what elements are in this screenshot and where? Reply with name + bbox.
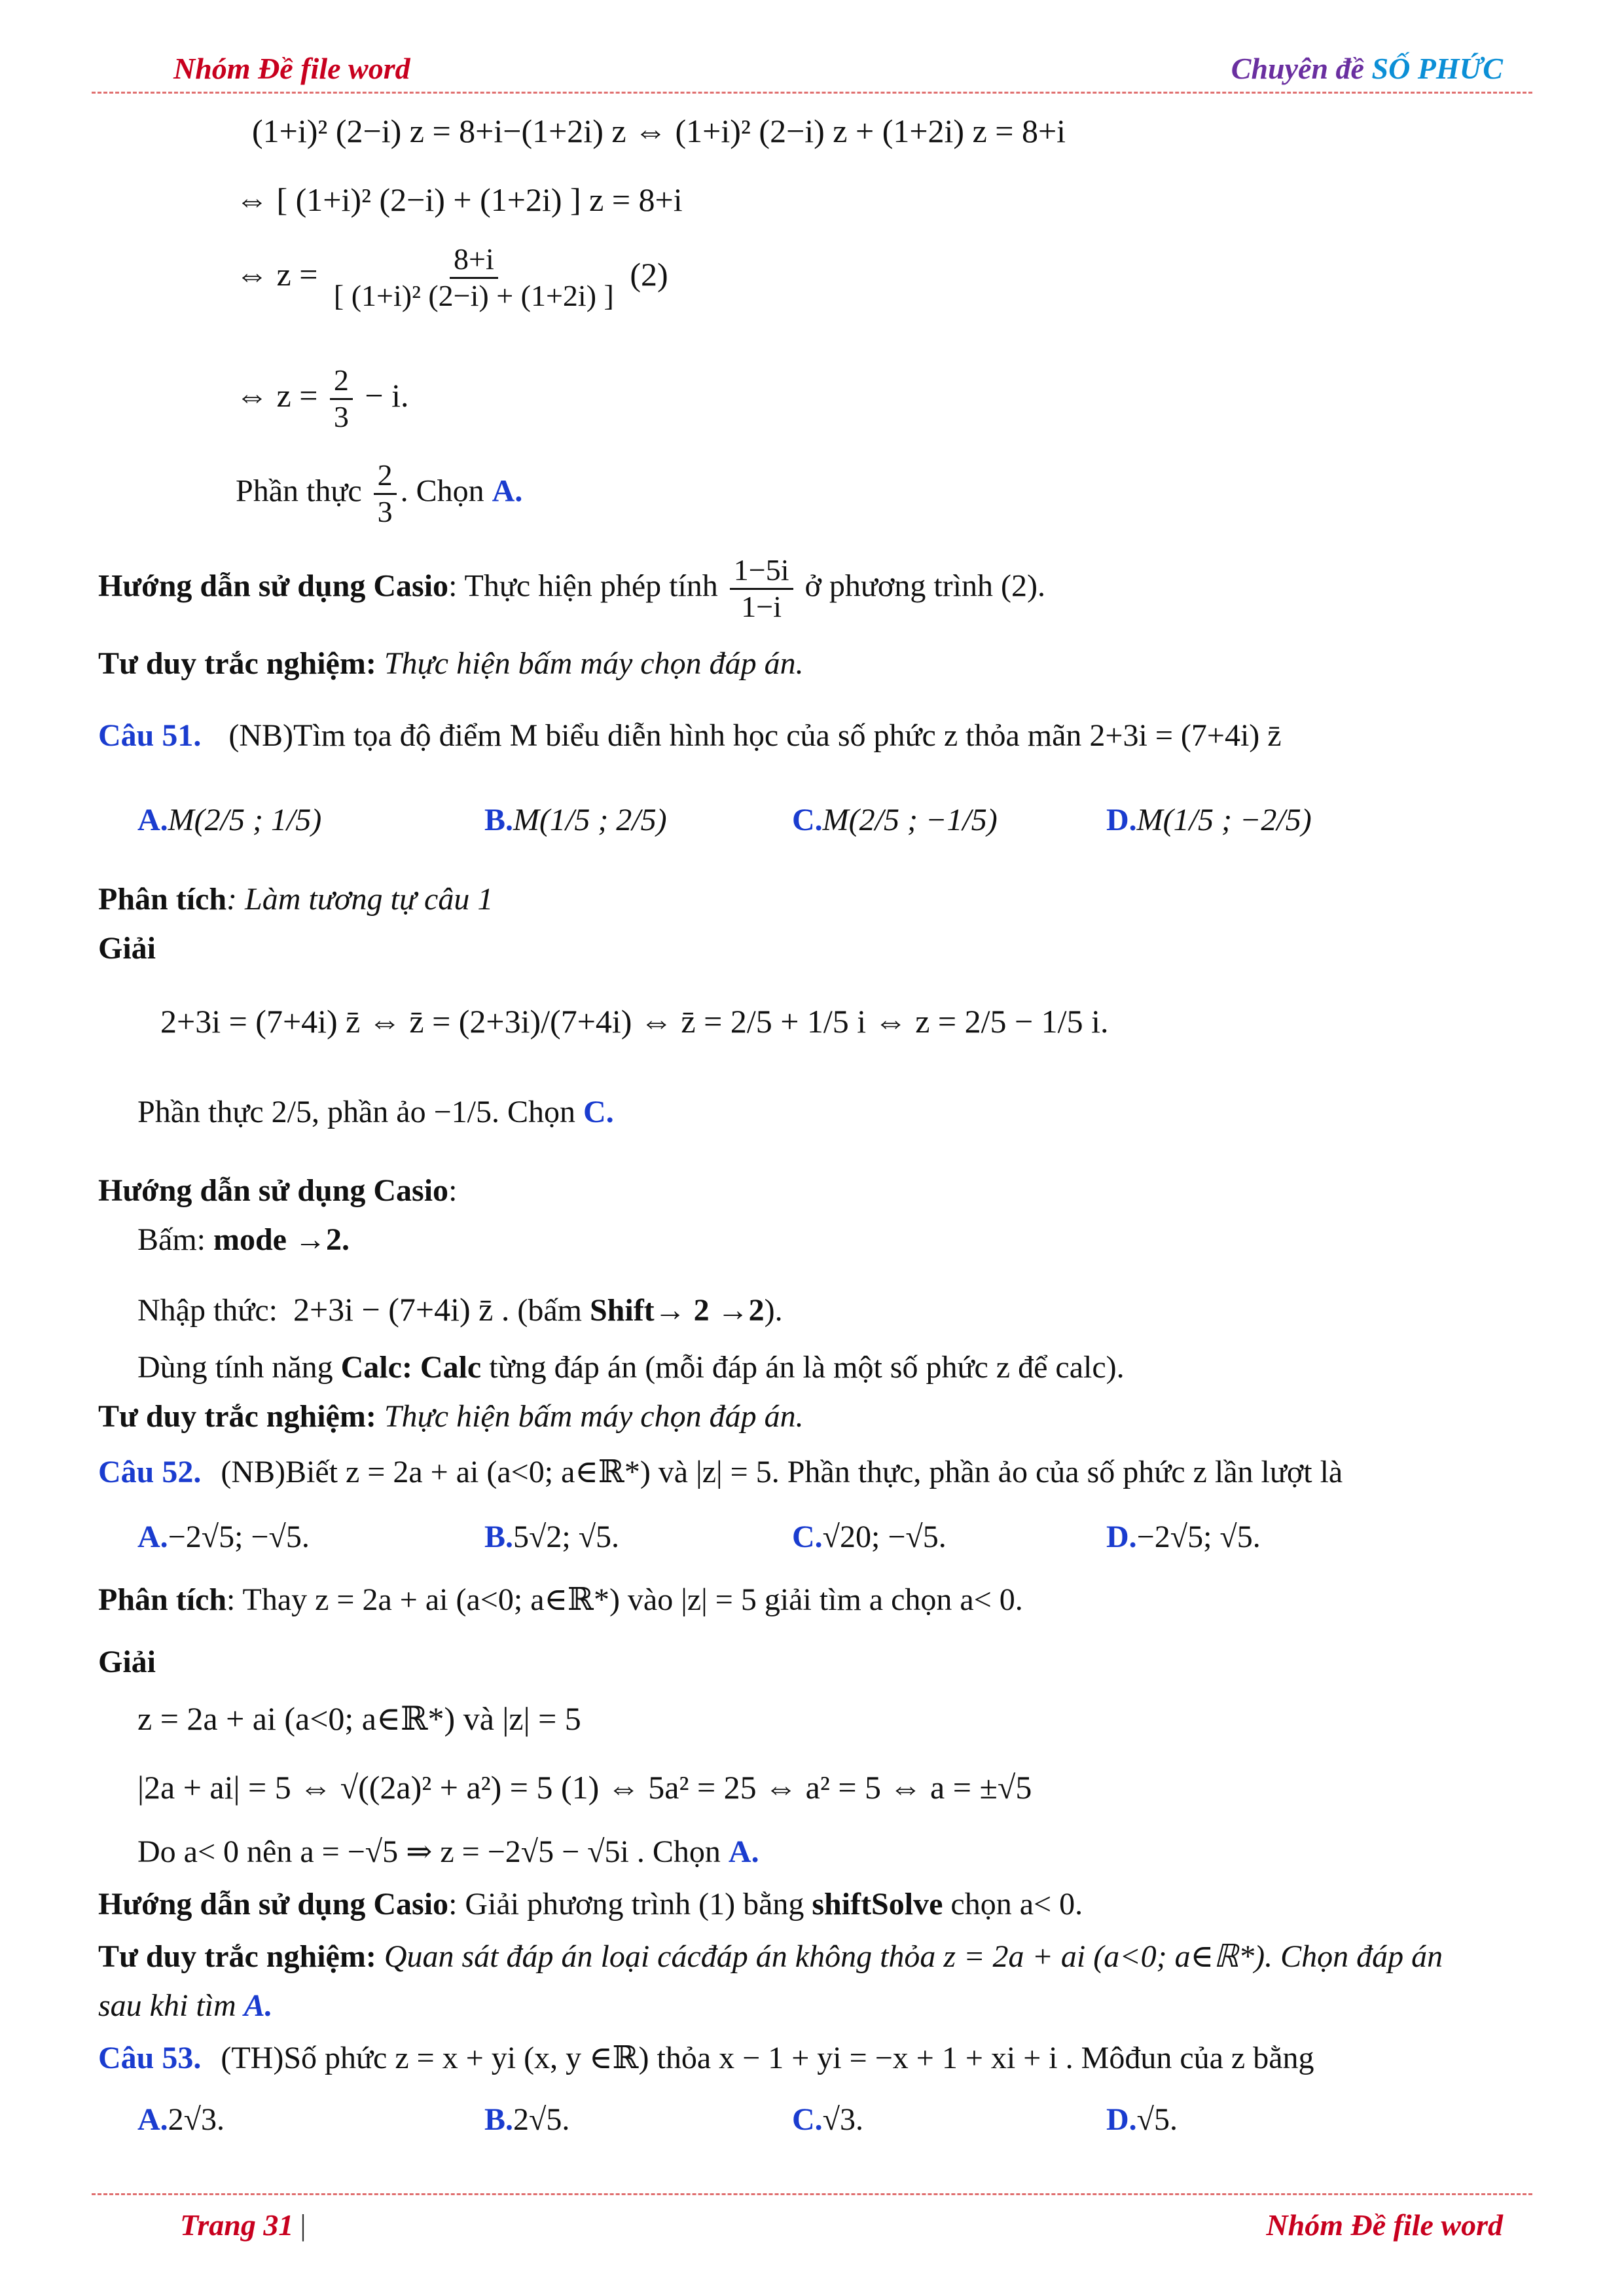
q53-option-a-value: 2√3. (168, 2102, 225, 2137)
q51-real-part (137, 1093, 614, 1131)
q51-solve-eq: 2+3i = (7+4i) z̄ ⇔ z̄ = (2+3i)/(7+4i) ⇔ z̄ = 2/5 + 1/5 i ⇔ z = 2/5 − 1/5 i. (160, 1003, 1109, 1040)
prev-eq3-den: [ (1+i)² (2−i) + (1+2i) ] (333, 278, 614, 312)
header-rule (92, 92, 1532, 94)
prev-eq4-den: 3 (333, 399, 349, 433)
q52-think-text: Quan sát đáp án loại cácđáp án không thỏa z = 2a + ai (a<0; a∈ℝ*). Chọn đáp án (376, 1939, 1443, 1974)
q51-press-text: mode →2. (213, 1222, 350, 1257)
q51-option-d-value: M(1/5 ; −2/5) (1136, 803, 1312, 837)
q52-casio-b: shiftSolve (812, 1887, 943, 1922)
q51-answer: C. (583, 1095, 614, 1129)
q51-analysis (98, 881, 493, 919)
q51-casio: Hướng dẫn sử dụng Casio: (98, 1173, 458, 1208)
q51-option-b-value: M(1/5 ; 2/5) (513, 803, 667, 837)
q52-solve-label: Giải (98, 1645, 156, 1679)
prev-real-part (236, 458, 522, 530)
prev-eq4-num: 2 (330, 363, 353, 400)
q51-option-b[interactable] (484, 802, 667, 838)
q53-option-b[interactable] (484, 2102, 569, 2138)
q52-analysis-label: Phân tích (98, 1582, 227, 1617)
prev-casio-label: Hướng dẫn sử dụng Casio (98, 568, 449, 604)
q53-option-a-key: A. (137, 2102, 168, 2137)
q51-option-b-key: B. (484, 803, 514, 837)
prev-real-den: 3 (377, 494, 393, 528)
q52-think (98, 1938, 1443, 1976)
q51-stem (98, 717, 1282, 755)
prev-casio-num: 1−5i (730, 553, 793, 590)
q52-s2: |2a + ai| = 5 ⇔ √((2a)² + a²) = 5 (1) ⇔ 5a² = 25 ⇔ a² = 5 ⇔ a = ±√5 (137, 1769, 1032, 1806)
footer-page-number: 31 (263, 2208, 294, 2242)
q52-answer: A. (728, 1834, 759, 1869)
q52-option-b[interactable] (484, 1519, 619, 1555)
q52-casio (98, 1886, 1083, 1923)
q53-stem (98, 2039, 1314, 2077)
header-right (1231, 51, 1503, 86)
q52-casio-pre: : Giải phương trình (1) bằng (448, 1887, 812, 1922)
prev-eq2: ⇔ [ (1+i)² (2−i) + (1+2i) ] z = 8+i (236, 181, 683, 218)
q52-option-b-value: 5√2; √5. (513, 1520, 620, 1554)
q53-option-c-key: C. (792, 2102, 823, 2137)
q51-analysis-text: : Làm tương tự câu 1 (226, 882, 494, 917)
q51-option-a-value: M(2/5 ; 1/5) (168, 803, 322, 837)
footer-page-label: Trang (180, 2208, 264, 2242)
q51-input-label: Nhập thức: (137, 1293, 278, 1328)
prev-eq3-num: 8+i (450, 242, 498, 279)
q52-analysis-text: : Thay z = 2a + ai (a<0; a∈ℝ*) vào |z| = 5 giải tìm a chọn a< 0. (226, 1582, 1023, 1617)
q52-s1: z = 2a + ai (a<0; a∈ℝ*) và |z| = 5 (137, 1700, 581, 1737)
header-left: Nhóm Đề file word (173, 52, 410, 85)
q52-label: Câu 52. (98, 1455, 202, 1489)
q52-option-b-key: B. (484, 1520, 514, 1554)
footer-separator: | (300, 2208, 306, 2242)
q53-option-b-key: B. (484, 2102, 514, 2137)
q51-option-c[interactable] (792, 802, 998, 838)
q52-option-a-key: A. (137, 1520, 168, 1554)
prev-eq4-fraction (330, 363, 353, 435)
q51-input-note-post: ). (764, 1293, 783, 1328)
q51-casio-label: Hướng dẫn sử dụng Casio (98, 1173, 449, 1208)
q52-think-text2: sau khi tìm (98, 1988, 236, 2023)
q53-option-c-value: √3. (822, 2102, 864, 2137)
q53-label: Câu 53. (98, 2041, 202, 2075)
q51-real-text: Phần thực 2/5, phần ảo −1/5. Chọn (137, 1095, 576, 1129)
q52-option-c-value: √20; −√5. (822, 1520, 947, 1554)
q51-option-d-key: D. (1106, 803, 1137, 837)
q52-option-a[interactable] (137, 1519, 310, 1555)
q51-think-text: Thực hiện bấm máy chọn đáp án. (384, 1399, 804, 1434)
prev-eq1: (1+i)² (2−i) z = 8+i−(1+2i) z ⇔ (1+i)² (2−i) z + (1+2i) z = 8+i (252, 113, 1066, 149)
q53-option-a[interactable] (137, 2102, 225, 2138)
q51-calc-pre: Dùng tính năng (137, 1350, 333, 1385)
prev-eq3-prefix: ⇔ z = (236, 255, 318, 293)
prev-think (98, 645, 804, 683)
q52-s3-text: Do a< 0 nên a = −√5 ⇒ z = −2√5 − √5i . Chọn (137, 1834, 721, 1869)
q51-text: (NB)Tìm tọa độ điểm M biểu diễn hình học của số phức z thỏa mãn 2+3i = (7+4i) z̄ (228, 718, 1282, 753)
q52-stem (98, 1453, 1343, 1491)
q51-input-expr: 2+3i − (7+4i) z̄ . (293, 1291, 510, 1328)
q51-option-a[interactable] (137, 802, 321, 838)
q51-solve-label: Giải (98, 931, 156, 966)
q51-calc-b: Calc: Calc (340, 1350, 482, 1385)
q52-option-c-key: C. (792, 1520, 823, 1554)
prev-think-text: Thực hiện bấm máy chọn đáp án. (384, 646, 804, 681)
q52-option-d-value: −2√5; √5. (1136, 1520, 1261, 1554)
q53-option-b-value: 2√5. (513, 2102, 570, 2137)
prev-casio (98, 553, 1045, 625)
prev-answer: A. (492, 473, 523, 509)
prev-casio-suffix: ở phương trình (2). (804, 568, 1045, 604)
q53-text: (TH)Số phức z = x + yi (x, y ∈ℝ) thỏa x − 1 + yi = −x + 1 + xi + i . Môđun của z bằng (221, 2041, 1314, 2075)
prev-eq4 (236, 363, 408, 435)
q52-option-d[interactable] (1106, 1519, 1261, 1555)
prev-eq3-tag: (2) (630, 255, 668, 293)
q52-think-answer: A. (244, 1988, 273, 2023)
q51-press-label: Bấm: (137, 1222, 206, 1257)
footer-page (180, 2208, 306, 2242)
prev-casio-fraction (730, 553, 793, 625)
prev-casio-den: 1−i (741, 589, 782, 623)
q53-option-d-key: D. (1106, 2102, 1137, 2137)
q51-think-label: Tư duy trắc nghiệm: (98, 1399, 376, 1434)
prev-real-fraction (374, 458, 397, 530)
q52-option-c[interactable] (792, 1519, 947, 1555)
q52-analysis (98, 1581, 1023, 1619)
header-right-prefix: Chuyên đề (1231, 52, 1372, 85)
q53-option-c[interactable] (792, 2102, 863, 2138)
q52-option-a-value: −2√5; −√5. (168, 1520, 310, 1554)
prev-eq4-suffix: − i. (365, 376, 409, 414)
q52-think-label: Tư duy trắc nghiệm: (98, 1939, 376, 1974)
prev-eq4-prefix: ⇔ z = (236, 376, 318, 414)
q51-think (98, 1398, 804, 1436)
q53-option-d-value: √5. (1136, 2102, 1178, 2137)
q51-calc (137, 1349, 1125, 1387)
q51-option-a-key: A. (137, 803, 168, 837)
prev-real-label: Phần thực (236, 473, 362, 509)
q53-option-d[interactable] (1106, 2102, 1178, 2138)
q51-input-note-pre: (bấm (517, 1293, 582, 1328)
q51-press (137, 1221, 350, 1259)
q52-option-d-key: D. (1106, 1520, 1137, 1554)
prev-eq3 (236, 242, 668, 314)
q51-option-c-key: C. (792, 803, 823, 837)
q51-analysis-label: Phân tích (98, 882, 227, 917)
prev-casio-text: : Thực hiện phép tính (448, 568, 718, 604)
q52-casio-post: chọn a< 0. (943, 1887, 1083, 1922)
q51-option-c-value: M(2/5 ; −1/5) (822, 803, 998, 837)
q51-input-note-keys: Shift→ 2 →2 (589, 1293, 765, 1328)
footer-rule (92, 2193, 1532, 2195)
header-right-accent: SỐ PHỨC (1371, 52, 1503, 85)
q52-s3 (137, 1833, 759, 1871)
prev-choose: . Chọn (400, 473, 484, 509)
prev-think-label: Tư duy trắc nghiệm: (98, 646, 376, 681)
q51-option-d[interactable] (1106, 802, 1312, 838)
q51-label: Câu 51. (98, 718, 202, 753)
prev-real-num: 2 (374, 458, 397, 495)
prev-eq3-fraction (330, 242, 618, 314)
q52-text: (NB)Biết z = 2a + ai (a<0; a∈ℝ*) và |z| = 5. Phần thực, phần ảo của số phức z lần lượt là (221, 1455, 1343, 1489)
footer-right: Nhóm Đề file word (1266, 2208, 1503, 2242)
q52-casio-label: Hướng dẫn sử dụng Casio (98, 1887, 449, 1922)
q52-think-2 (98, 1987, 273, 2025)
q51-calc-post: từng đáp án (mỗi đáp án là một số phức z để calc). (489, 1350, 1125, 1385)
q51-input (137, 1290, 783, 1330)
